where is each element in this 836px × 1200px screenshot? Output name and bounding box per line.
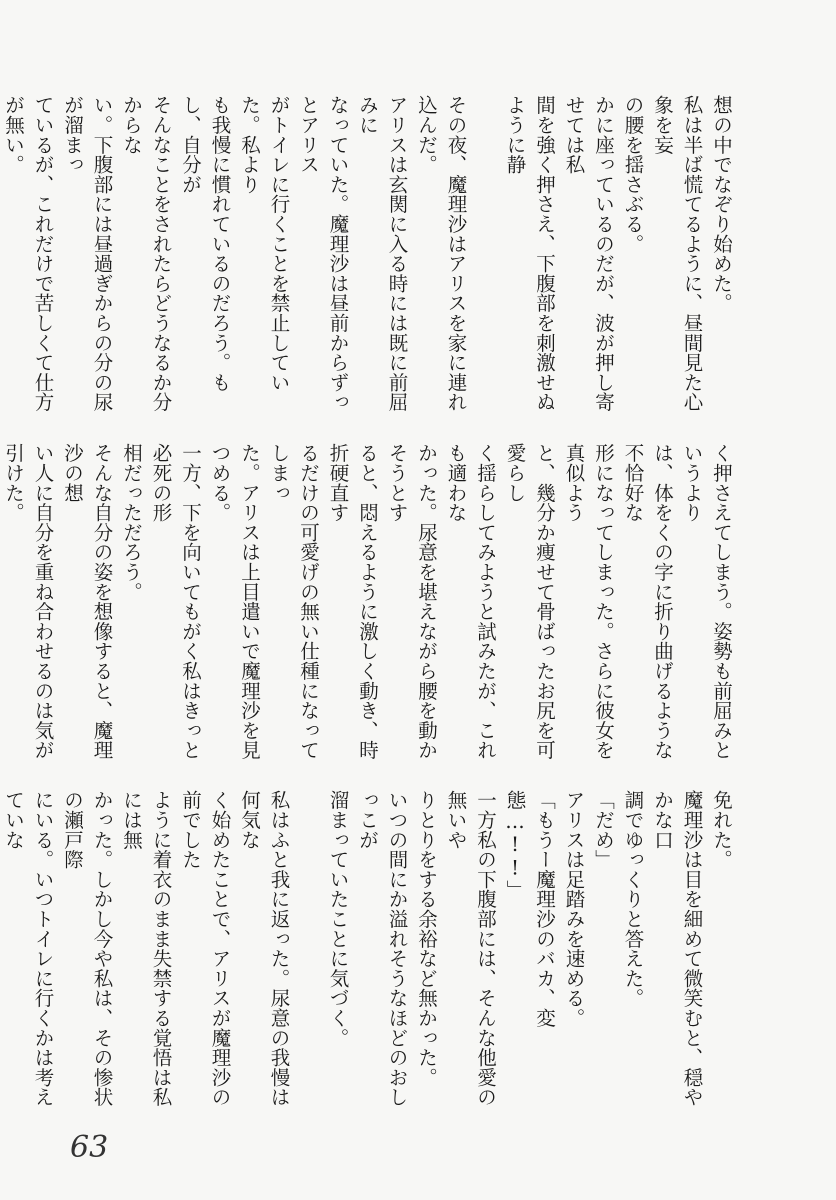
text-line: く押さえてしまう。姿勢も前屈みというより (680, 443, 733, 760)
text-line: 「もうー魔理沙のバカ、変態…!!」 (503, 790, 556, 1028)
text-line: 私はふと我に返った。尿意の我慢は何気な (238, 790, 291, 1107)
text-line: かに座っているのだが、波が押し寄せては私 (562, 95, 615, 412)
text-line (471, 95, 501, 425)
text-row-middle (2, 443, 736, 773)
text-line: い。下腹部には昼過ぎからの分の尿が溜まっ (61, 95, 114, 412)
text-row-bottom (2, 790, 736, 1120)
text-line: 私は半ば慌てるように、昼間見た心象を妄 (651, 95, 704, 412)
text-line: く始めたことで、アリスが魔理沙の前でした (179, 790, 232, 1107)
text-line: 一方私の下腹部には、そんな他愛の無いや (444, 790, 497, 1107)
text-line: 魔理沙は目を細めて微笑むと、穏やかな口 (651, 790, 704, 1107)
text-line: なっていた。魔理沙は昼前からずっとアリス (297, 95, 350, 412)
text-line: アリスは玄関に入る時には既に前屈みに (356, 95, 409, 412)
text-line: 間を強く押さえ、下腹部を刺激せぬように静 (503, 95, 556, 412)
text-line: るだけの可愛げの無い仕種になってしまっ (267, 443, 320, 760)
text-line: く揺らしてみようと試みたが、これも適わな (444, 443, 497, 760)
page-number: 63 (70, 1130, 109, 1165)
text-row-top (2, 95, 736, 425)
text-line: も我慢に慣れているのだろう。もし、自分が (179, 95, 232, 392)
text-line: いつの間にか溢れそうなほどのおしっこが (356, 790, 409, 1107)
text-line: 形になってしまった。さらに彼女を真似よう (562, 443, 615, 760)
text-line: ているが、これだけで苦しくて仕方が無い。 (2, 95, 55, 412)
text-line: がトイレに行くことを禁止していた。私より (238, 95, 291, 392)
text-line: かった。しかし今や私は、その惨状の瀬戸際 (61, 790, 114, 1107)
text-line: 溜まっていたことに気づく。 (326, 790, 350, 1048)
text-line: かった。尿意を堪えながら腰を動かそうとす (385, 443, 438, 760)
text-line: 免れた。 (710, 790, 733, 870)
text-line: 「だめ」 (592, 790, 615, 870)
text-line: た。アリスは上目遣いで魔理沙を見つめる。 (208, 443, 261, 760)
text-line: にいる。いつトイレに行くかは考えていな (2, 790, 55, 1107)
text-line: 相だっただろう。 (120, 443, 143, 602)
text-line: そんなことをされたらどうなるか分からな (120, 95, 173, 412)
text-line: 調でゆっくりと答えた。 (621, 790, 645, 1008)
text-line: そんな自分の姿を想像すると、魔理沙の想 (61, 443, 114, 760)
text-line: ように着衣のまま失禁する覚悟は私には無 (120, 790, 173, 1107)
text-line: 一方、下を向いてもがく私はきっと必死の形 (149, 443, 202, 760)
text-line: りとりをする余裕など無かった。 (415, 790, 438, 1087)
text-line: は、体をくの字に折り曲げるような不恰好な (621, 443, 674, 760)
text-line: アリスは足踏みを速める。 (562, 790, 586, 1028)
text-line: と、幾分か痩せて骨ばったお尻を可愛らし (503, 443, 556, 760)
text-line: の腰を揺さぶる。 (621, 95, 645, 254)
text-line (294, 790, 324, 1120)
text-line: い人に自分を重ね合わせるのは気が引けた。 (2, 443, 55, 760)
text-line: その夜、魔理沙はアリスを家に連れ込んだ。 (415, 95, 468, 412)
text-line: 想の中でなぞり始めた。 (710, 95, 733, 313)
text-line: ると、悶えるように激しく動き、時折硬直す (326, 443, 379, 760)
